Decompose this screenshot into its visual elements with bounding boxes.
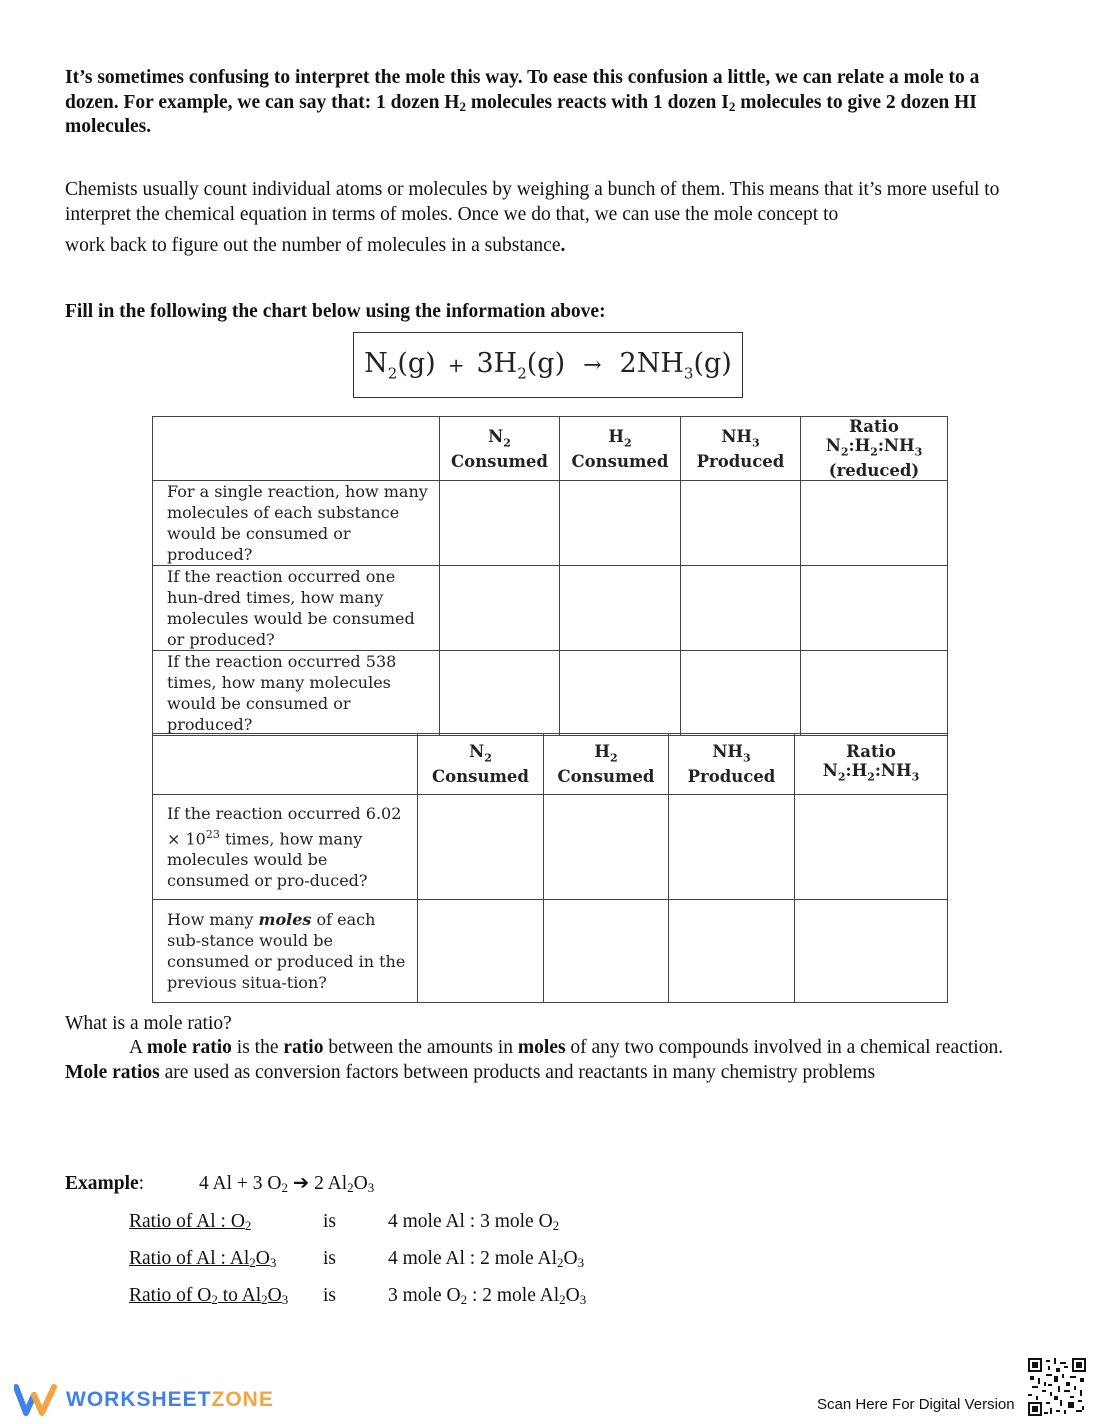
paragraph-end-text: work back to figure out the number of molecules in a substance — [65, 235, 561, 256]
header-blank — [153, 734, 418, 795]
ratio-is: is — [323, 1285, 337, 1306]
answer-cell[interactable] — [801, 566, 948, 651]
equation-arrow: → — [583, 352, 602, 378]
answer-cell[interactable] — [418, 900, 544, 1003]
table-row — [153, 481, 948, 566]
header-blank — [153, 417, 440, 481]
ratio-value: 4 mole Al : 2 mole $Al_2O_3$ — [388, 1248, 585, 1270]
answer-cell[interactable] — [560, 566, 681, 651]
answer-cell[interactable] — [418, 795, 544, 900]
ratio-label: Ratio of Al : $O_2$ — [129, 1211, 252, 1233]
table-header-row — [153, 417, 948, 481]
answer-cell[interactable] — [801, 481, 948, 566]
worksheetzone-logo[interactable] — [14, 1383, 274, 1417]
qr-code-icon[interactable] — [1028, 1358, 1086, 1416]
answer-cell[interactable] — [669, 900, 795, 1003]
header-h2-consumed: $H_2$ Consumed — [560, 417, 681, 481]
header-nh3-produced: $NH_3$ Produced — [681, 417, 801, 481]
intro-text-b: molecules reacts with 1 dozen I — [465, 91, 729, 113]
header-n2-consumed: $N_2$ Consumed — [440, 417, 560, 481]
answer-cell[interactable] — [681, 566, 801, 651]
equation-n2: $N_2(g)$ — [364, 347, 436, 383]
paragraph-period: . — [560, 235, 566, 256]
ratio-is: is — [323, 1211, 337, 1232]
row-question: If the reaction occurred $6.02 \times 10^{23}$ times, how many molecules would be consumed or pro-duced? — [153, 795, 418, 900]
table-row — [153, 651, 948, 736]
answer-cell[interactable] — [681, 651, 801, 736]
table-row — [153, 900, 948, 1003]
chart-instruction: Fill in the following the chart below using the information above: — [65, 301, 606, 322]
answer-cell[interactable] — [795, 795, 948, 900]
answer-cell[interactable] — [681, 481, 801, 566]
header-h2-consumed: $H_2$ Consumed — [544, 734, 669, 795]
header-ratio: Ratio $N_2:H_2:NH_3$ — [795, 734, 948, 795]
subscript: 2 — [459, 98, 466, 114]
row-question: If the reaction occurred 538 times, how many molecules would be consumed or produced? — [153, 651, 440, 736]
w-logo-icon — [14, 1383, 58, 1417]
answer-cell[interactable] — [440, 481, 560, 566]
scan-text: Scan Here For Digital Version — [817, 1396, 1015, 1413]
intro-text-c: molecules to give 2 dozen HI molecules. — [65, 91, 977, 137]
ratio-is: is — [323, 1248, 337, 1269]
answer-cell[interactable] — [801, 651, 948, 736]
table-header-row — [153, 734, 948, 795]
example-equation: 4 Al + 3 $O_2$ ➔ 2 $Al_2O_3$ — [199, 1173, 375, 1195]
table-row — [153, 566, 948, 651]
mole-ratio-definition: A mole ratio is the ratio between the amounts in moles of any two compounds involved in a chemical reaction. Mole ratios are used as conversion factors between products and reactants in many chemistry problems — [65, 1037, 1004, 1083]
answer-cell[interactable] — [440, 651, 560, 736]
answer-cell[interactable] — [544, 900, 669, 1003]
intro-text-a: It’s sometimes confusing to interpret the mole this way. To ease this confusion a little, we can relate a mole to a dozen. For example, we can say that: 1 dozen H — [65, 67, 980, 113]
molecules-table-2 — [152, 733, 948, 1003]
header-ratio-reduced: Ratio $N_2:H_2:NH_3$ (reduced) — [801, 417, 948, 481]
row-question: How many moles of each sub-stance would be consumed or produced in the previous situa-tion? — [153, 900, 418, 1003]
answer-cell[interactable] — [560, 481, 681, 566]
table-row — [153, 795, 948, 900]
equation-plus: + — [447, 353, 465, 377]
mole-ratio-question: What is a mole ratio? — [65, 1013, 232, 1034]
example-label: Example: — [65, 1173, 145, 1194]
answer-cell[interactable] — [440, 566, 560, 651]
answer-cell[interactable] — [560, 651, 681, 736]
ratio-value: 4 mole Al : 3 mole $O_2$ — [388, 1211, 560, 1233]
intro-paragraph — [65, 178, 1040, 259]
equation-box — [353, 332, 743, 398]
answer-cell[interactable] — [544, 795, 669, 900]
header-nh3-produced: $NH_3$ Produced — [669, 734, 795, 795]
brand-name: WORKSHEETZONE — [66, 1388, 274, 1411]
subscript: 2 — [728, 98, 736, 114]
equation-h2: $3H_2(g)$ — [476, 347, 566, 383]
ratio-label: Ratio of $O_2$ to $Al_2O_3$ — [129, 1285, 289, 1307]
equation-nh3: $2NH_3(g)$ — [619, 347, 732, 383]
molecules-table-1 — [152, 416, 948, 736]
answer-cell[interactable] — [795, 900, 948, 1003]
paragraph-main-text: Chemists usually count individual atoms or molecules by weighing a bunch of them. This means that it’s more useful to interpret the chemical equation in terms of moles. Once we do that, we can use the mole concept to — [65, 179, 1000, 225]
ratio-value: 3 mole $O_2$ : 2 mole $Al_2O_3$ — [388, 1285, 587, 1307]
intro-bold-paragraph — [65, 66, 1035, 140]
row-question: If the reaction occurred one hun-dred times, how many molecules would be consumed or produced? — [153, 566, 440, 651]
header-n2-consumed: $N_2$ Consumed — [418, 734, 544, 795]
row-question: For a single reaction, how many molecules of each substance would be consumed or produced? — [153, 481, 440, 566]
answer-cell[interactable] — [669, 795, 795, 900]
ratio-label: Ratio of Al : $Al_2O_3$ — [129, 1248, 277, 1270]
